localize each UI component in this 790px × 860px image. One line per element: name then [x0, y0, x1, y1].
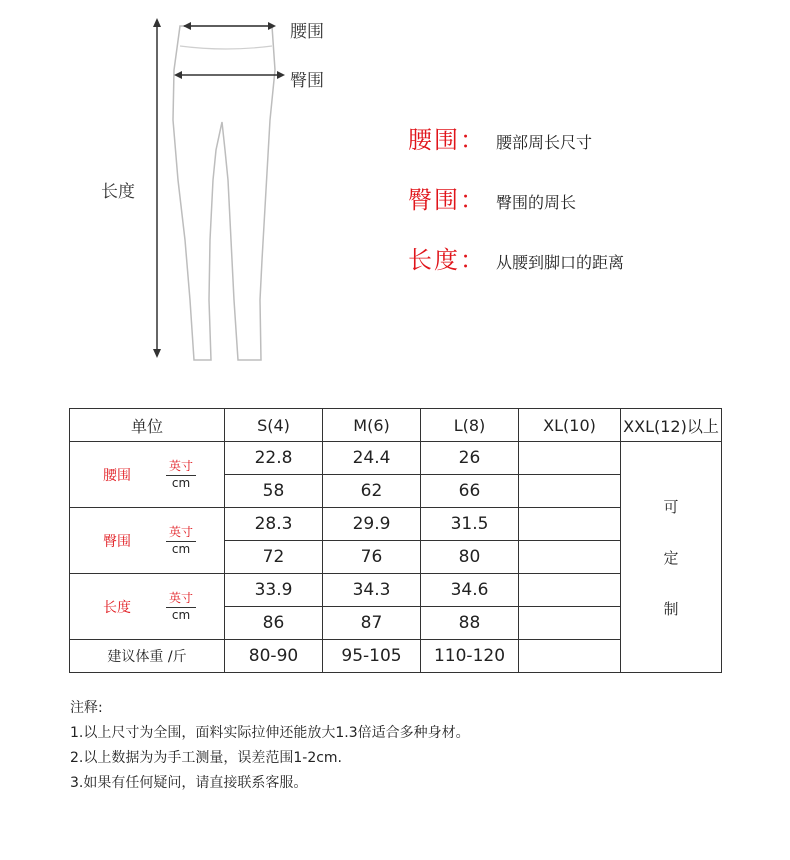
definition-length: [408, 240, 624, 275]
unit-cm: cm: [171, 541, 191, 556]
header-size-m: M(6): [323, 409, 421, 442]
definition-waist: [408, 120, 592, 155]
table-cell: [519, 640, 621, 673]
measure-name: 臀围: [103, 533, 131, 550]
table-header-row: [70, 409, 722, 442]
header-unit: 单位: [70, 409, 225, 442]
definition-colon: ：: [460, 246, 484, 274]
unit-cm: cm: [171, 475, 191, 490]
table-cell: 58: [225, 475, 323, 508]
table-cell: [519, 442, 621, 475]
weight-label: 建议体重 /斤: [70, 640, 225, 673]
unit-inch: 英寸: [166, 525, 196, 542]
table-cell: [519, 541, 621, 574]
custom-text: 可: [663, 497, 679, 516]
table-cell: 22.8: [225, 442, 323, 475]
header-size-xxl: XXL(12)以上: [621, 409, 722, 442]
table-cell: 110-120: [421, 640, 519, 673]
header-size-xl: XL(10): [519, 409, 621, 442]
definition-text: 从腰到脚口的距离: [496, 253, 625, 272]
note-item: 1.以上尺寸为全围，面料实际拉伸还能放大1.3倍适合多种身材。: [70, 725, 470, 741]
definition-colon: ：: [460, 186, 484, 214]
table-cell: 34.3: [323, 574, 421, 607]
table-cell: 31.5: [421, 508, 519, 541]
table-cell: [519, 508, 621, 541]
unit-cm: cm: [171, 607, 191, 622]
table-row-waist-inch: [70, 442, 722, 475]
custom-text: 制: [663, 599, 679, 618]
note-item: 3.如果有任何疑问，请直接联系客服。: [70, 775, 308, 791]
definition-term: 臀围: [408, 186, 460, 214]
unit-stack: [166, 525, 196, 557]
definition-term: 腰围: [408, 126, 460, 154]
table-cell: 80: [421, 541, 519, 574]
measure-name: 腰围: [103, 467, 131, 484]
table-cell: 26: [421, 442, 519, 475]
table-cell: [519, 607, 621, 640]
notes: [70, 696, 470, 796]
table-cell: 95-105: [323, 640, 421, 673]
definition-colon: ：: [460, 126, 484, 154]
notes-title: 注释:: [70, 700, 103, 716]
definition-hip: [408, 180, 576, 215]
table-cell: 28.3: [225, 508, 323, 541]
measure-label-cell: [70, 508, 225, 574]
size-table: [69, 408, 722, 673]
definition-text: 臀围的周长: [496, 193, 577, 212]
leggings-outline: [173, 26, 275, 360]
size-diagram: [0, 0, 790, 390]
header-size-l: L(8): [421, 409, 519, 442]
measure-name: 长度: [103, 599, 131, 616]
table-cell: [519, 574, 621, 607]
table-cell: 66: [421, 475, 519, 508]
table-cell: 80-90: [225, 640, 323, 673]
unit-stack: [166, 591, 196, 623]
header-size-s: S(4): [225, 409, 323, 442]
table-cell: 86: [225, 607, 323, 640]
table-cell: 62: [323, 475, 421, 508]
unit-stack: [166, 459, 196, 491]
custom-size-cell: [621, 442, 722, 673]
length-label: 长度: [101, 182, 135, 202]
table-cell: 76: [323, 541, 421, 574]
hip-label: 臀围: [290, 71, 324, 91]
custom-text: 定: [663, 548, 679, 567]
unit-inch: 英寸: [166, 591, 196, 608]
table-cell: 87: [323, 607, 421, 640]
measure-label-cell: [70, 442, 225, 508]
table-cell: 88: [421, 607, 519, 640]
table-cell: 72: [225, 541, 323, 574]
table-cell: 24.4: [323, 442, 421, 475]
definition-text: 腰部周长尺寸: [496, 133, 593, 152]
table-cell: 33.9: [225, 574, 323, 607]
definition-term: 长度: [408, 246, 460, 274]
note-item: 2.以上数据为为手工测量，误差范围1-2cm.: [70, 750, 343, 766]
table-cell: [519, 475, 621, 508]
unit-inch: 英寸: [166, 459, 196, 476]
table-cell: 34.6: [421, 574, 519, 607]
table-cell: 29.9: [323, 508, 421, 541]
waist-label: 腰围: [290, 22, 324, 42]
measure-label-cell: [70, 574, 225, 640]
